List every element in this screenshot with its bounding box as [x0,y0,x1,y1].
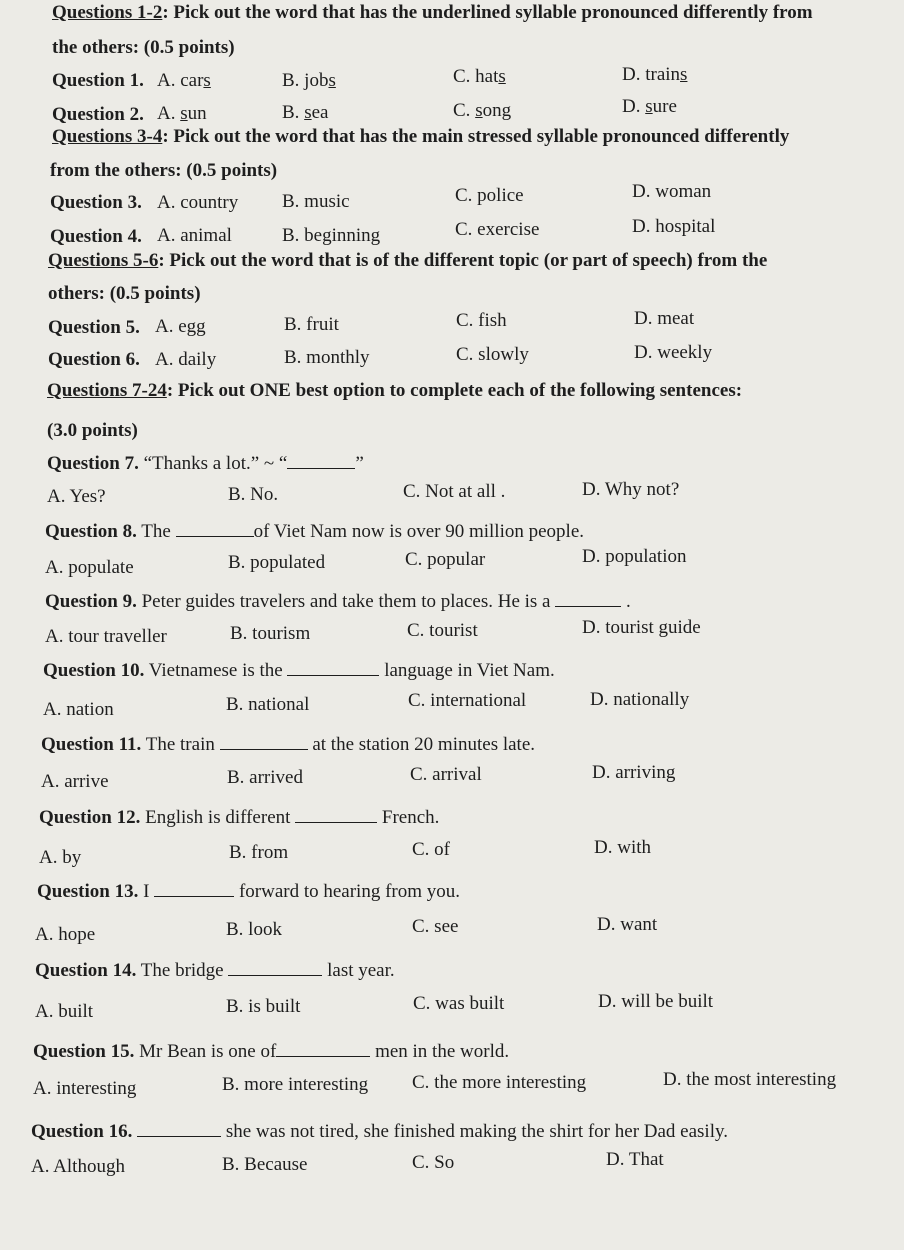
option-c[interactable]: C. tourist [407,620,478,641]
question-1 [52,70,144,92]
option-a[interactable]: A. Although [31,1156,125,1177]
section-points: others: (0.5 points) [48,283,201,304]
section-label: Questions 3-4 [52,126,163,147]
question-label: Question 11. [41,734,142,755]
answer-blank[interactable] [137,1120,221,1137]
option-c[interactable]: C. the more interesting [412,1072,587,1093]
option-a[interactable]: A. hope [35,924,96,945]
option-c[interactable]: C. song [453,100,512,121]
answer-blank[interactable] [287,659,379,676]
option-a[interactable]: A. daily [155,349,217,370]
question-8: Question 8. The of Viet Nam now is over 90 million people. [45,521,585,542]
option-a[interactable]: A. arrive [41,771,109,792]
option-b[interactable]: B. more interesting [222,1074,369,1095]
question-4 [50,226,142,248]
option-d[interactable]: D. weekly [634,342,713,363]
question-10: Question 10. Vietnamese is the language in Viet Nam. [43,660,555,681]
question-6 [48,349,140,371]
option-b[interactable]: B. fruit [284,314,339,335]
option-d[interactable]: D. woman [632,181,712,202]
option-d[interactable]: D. meat [634,308,695,329]
answer-blank[interactable] [287,452,355,469]
option-a[interactable]: A. by [39,847,82,868]
option-c[interactable]: C. see [412,916,459,937]
answer-blank[interactable] [220,733,308,750]
answer-blank[interactable] [555,590,621,607]
option-b[interactable]: B. monthly [284,347,370,368]
option-b[interactable]: B. populated [228,552,326,573]
question-label: Question 16. [31,1121,133,1142]
question-label: Question 8. [45,521,137,542]
section-instruction: : Pick out the word that is of the different topic (or part of speech) from the [158,250,768,271]
option-a[interactable]: A. nation [43,699,114,720]
option-b[interactable]: B. No. [228,484,279,505]
option-a[interactable]: A. interesting [33,1078,137,1099]
answer-blank[interactable] [154,880,234,897]
option-c[interactable]: C. international [408,690,527,711]
option-d[interactable]: D. will be built [598,991,714,1012]
question-label: Question 14. [35,960,137,981]
section-header-2 [52,126,789,148]
option-d[interactable]: D. That [606,1149,664,1170]
section-points: the others: (0.5 points) [52,37,235,58]
option-a[interactable]: A. tour traveller [45,626,167,647]
section-header-4 [47,380,742,402]
option-c[interactable]: C. hats [453,66,506,87]
option-a[interactable]: A. cars [157,70,211,91]
question-label: Question 10. [43,660,145,681]
answer-blank[interactable] [276,1040,370,1057]
option-a[interactable]: A. animal [157,225,232,246]
option-a[interactable]: A. country [157,192,239,213]
option-b[interactable]: B. national [226,694,310,715]
option-b[interactable]: B. sea [282,102,329,123]
option-c[interactable]: C. Not at all . [403,481,506,502]
option-a[interactable]: A. built [35,1001,94,1022]
section-header-3 [48,250,767,272]
question-7: Question 7. “Thanks a lot.” ~ “ ” [47,453,364,474]
answer-blank[interactable] [295,806,377,823]
section-header-1 [52,2,813,24]
option-c[interactable]: C. popular [405,549,486,570]
question-label: Question 4. [50,226,142,247]
section-label: Questions 7-24 [47,380,167,401]
question-14: Question 14. The bridge last year. [35,960,395,981]
section-points: (3.0 points) [47,420,138,441]
section-instruction: : Pick out the word that has the underlined syllable pronounced differently from [162,2,813,23]
answer-blank[interactable] [228,959,322,976]
question-11: Question 11. The train at the station 20 minutes late. [41,734,536,755]
option-d[interactable]: D. the most interesting [663,1069,837,1090]
option-a[interactable]: A. populate [45,557,134,578]
question-9: Question 9. Peter guides travelers and take them to places. He is a . [45,591,631,612]
question-16: Question 16. she was not tired, she finished making the shirt for her Dad easily. [31,1121,729,1142]
answer-blank[interactable] [176,520,254,537]
question-label: Question 5. [48,317,140,338]
option-a[interactable]: A. sun [157,103,207,124]
option-b[interactable]: B. tourism [230,623,311,644]
option-c[interactable]: C. of [412,839,450,860]
question-stem: “Thanks a lot.” ~ “ [143,453,288,474]
option-d[interactable]: D. nationally [590,689,690,710]
option-b[interactable]: B. arrived [227,767,303,788]
section-points: from the others: (0.5 points) [50,160,278,181]
option-b[interactable]: B. look [226,919,282,940]
question-2 [52,104,144,126]
option-d[interactable]: D. tourist guide [582,617,701,638]
question-label: Question 15. [33,1041,135,1062]
option-c[interactable]: C. exercise [455,219,540,240]
question-15: Question 15. Mr Bean is one of men in the world. [33,1041,510,1062]
option-b[interactable]: B. Because [222,1154,308,1175]
option-d[interactable]: D. Why not? [582,479,680,500]
question-label: Question 7. [47,453,139,474]
question-13: Question 13. I forward to hearing from you. [37,881,461,902]
question-3 [50,192,142,214]
option-c[interactable]: C. was built [413,993,505,1014]
option-d[interactable]: D. want [597,914,658,935]
option-d[interactable]: D. with [594,837,651,858]
option-d[interactable]: D. hospital [632,216,716,237]
option-d[interactable]: D. population [582,546,687,567]
question-12: Question 12. English is different French. [39,807,440,828]
option-c[interactable]: C. arrival [410,764,482,785]
section-label: Questions 5-6 [48,250,159,271]
option-d[interactable]: D. sure [622,96,677,117]
option-c[interactable]: C. fish [456,310,507,331]
question-label: Question 1. [52,70,144,91]
option-b[interactable]: B. from [229,842,289,863]
option-c[interactable]: C. So [412,1152,455,1173]
option-b[interactable]: B. beginning [282,225,381,246]
option-a[interactable]: A. egg [155,316,206,337]
option-a[interactable]: A. Yes? [47,486,106,507]
option-c[interactable]: C. slowly [456,344,529,365]
option-b[interactable]: B. is built [226,996,301,1017]
question-label: Question 2. [52,104,144,125]
question-5 [48,317,140,339]
question-label: Question 3. [50,192,142,213]
option-c[interactable]: C. police [455,185,524,206]
section-instruction: : Pick out the word that has the main stressed syllable pronounced differently [162,126,790,147]
option-b[interactable]: B. music [282,191,350,212]
option-d[interactable]: D. trains [622,64,688,85]
option-b[interactable]: B. jobs [282,70,336,91]
question-label: Question 9. [45,591,137,612]
question-label: Question 13. [37,881,139,902]
option-d[interactable]: D. arriving [592,762,676,783]
question-label: Question 12. [39,807,141,828]
section-instruction: : Pick out ONE best option to complete each of the following sentences: [166,380,743,401]
section-label: Questions 1-2 [52,2,163,23]
question-label: Question 6. [48,349,140,370]
